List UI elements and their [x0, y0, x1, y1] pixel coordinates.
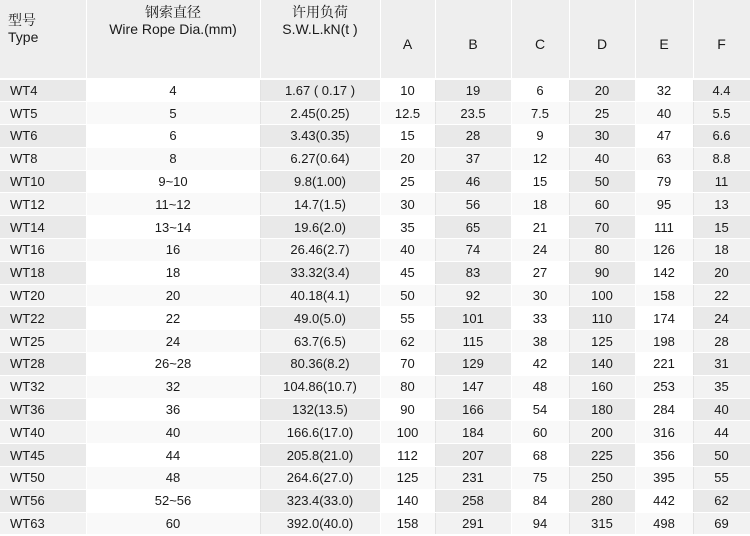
table-row — [0, 79, 750, 102]
cell-a: 90 — [380, 398, 435, 421]
cell-swl: 26.46(2.7) — [260, 239, 380, 262]
cell-type: WT56 — [0, 489, 86, 512]
cell-swl: 104.86(10.7) — [260, 375, 380, 398]
cell-wire-rope-dia: 4 — [86, 79, 260, 102]
cell-d: 180 — [569, 398, 635, 421]
cell-a: 62 — [380, 330, 435, 353]
cell-b: 207 — [435, 444, 511, 467]
cell-e: 32 — [635, 79, 693, 102]
cell-b: 28 — [435, 125, 511, 148]
cell-swl: 6.27(0.64) — [260, 147, 380, 170]
cell-a: 30 — [380, 193, 435, 216]
cell-b: 166 — [435, 398, 511, 421]
cell-d: 315 — [569, 512, 635, 535]
header-e: E — [635, 0, 693, 79]
cell-b: 83 — [435, 261, 511, 284]
cell-f: 20 — [693, 261, 750, 284]
cell-c: 27 — [511, 261, 569, 284]
cell-wire-rope-dia: 48 — [86, 467, 260, 490]
cell-c: 24 — [511, 239, 569, 262]
cell-swl: 3.43(0.35) — [260, 125, 380, 148]
cell-swl: 80.36(8.2) — [260, 353, 380, 376]
cell-a: 70 — [380, 353, 435, 376]
cell-swl: 33.32(3.4) — [260, 261, 380, 284]
cell-a: 45 — [380, 261, 435, 284]
table-row — [0, 353, 750, 376]
cell-b: 37 — [435, 147, 511, 170]
table-row — [0, 170, 750, 193]
table-row — [0, 421, 750, 444]
cell-d: 40 — [569, 147, 635, 170]
header-type-cn: 型号 — [8, 12, 36, 28]
cell-type: WT32 — [0, 375, 86, 398]
table-row — [0, 284, 750, 307]
cell-type: WT18 — [0, 261, 86, 284]
cell-type: WT10 — [0, 170, 86, 193]
cell-e: 174 — [635, 307, 693, 330]
cell-f: 4.4 — [693, 79, 750, 102]
cell-wire-rope-dia: 32 — [86, 375, 260, 398]
cell-f: 40 — [693, 398, 750, 421]
cell-d: 125 — [569, 330, 635, 353]
cell-wire-rope-dia: 9~10 — [86, 170, 260, 193]
table-row — [0, 467, 750, 490]
table-row — [0, 398, 750, 421]
cell-c: 75 — [511, 467, 569, 490]
cell-e: 95 — [635, 193, 693, 216]
cell-type: WT50 — [0, 467, 86, 490]
header-swl-cn: 许用负荷 — [292, 4, 348, 20]
cell-a: 55 — [380, 307, 435, 330]
header-wire-rope-dia — [86, 0, 260, 79]
cell-wire-rope-dia: 16 — [86, 239, 260, 262]
cell-c: 48 — [511, 375, 569, 398]
cell-swl: 264.6(27.0) — [260, 467, 380, 490]
cell-d: 250 — [569, 467, 635, 490]
cell-type: WT5 — [0, 102, 86, 125]
cell-a: 25 — [380, 170, 435, 193]
cell-wire-rope-dia: 24 — [86, 330, 260, 353]
cell-e: 221 — [635, 353, 693, 376]
cell-wire-rope-dia: 11~12 — [86, 193, 260, 216]
cell-b: 291 — [435, 512, 511, 535]
cell-f: 6.6 — [693, 125, 750, 148]
cell-c: 30 — [511, 284, 569, 307]
header-a: A — [380, 0, 435, 79]
cell-type: WT45 — [0, 444, 86, 467]
cell-f: 28 — [693, 330, 750, 353]
cell-swl: 40.18(4.1) — [260, 284, 380, 307]
cell-f: 22 — [693, 284, 750, 307]
cell-wire-rope-dia: 60 — [86, 512, 260, 535]
cell-type: WT4 — [0, 79, 86, 102]
cell-swl: 392.0(40.0) — [260, 512, 380, 535]
cell-d: 70 — [569, 216, 635, 239]
cell-c: 21 — [511, 216, 569, 239]
cell-d: 60 — [569, 193, 635, 216]
cell-type: WT20 — [0, 284, 86, 307]
cell-b: 101 — [435, 307, 511, 330]
cell-type: WT16 — [0, 239, 86, 262]
header-dia-en: Wire Rope Dia.(mm) — [109, 21, 237, 37]
table-row — [0, 193, 750, 216]
cell-a: 100 — [380, 421, 435, 444]
cell-type: WT25 — [0, 330, 86, 353]
cell-e: 498 — [635, 512, 693, 535]
cell-b: 184 — [435, 421, 511, 444]
cell-a: 50 — [380, 284, 435, 307]
cell-f: 11 — [693, 170, 750, 193]
cell-d: 20 — [569, 79, 635, 102]
table-header — [0, 0, 750, 79]
cell-f: 62 — [693, 489, 750, 512]
cell-d: 160 — [569, 375, 635, 398]
table-row — [0, 489, 750, 512]
cell-b: 19 — [435, 79, 511, 102]
cell-b: 129 — [435, 353, 511, 376]
table-body — [0, 79, 750, 535]
cell-type: WT40 — [0, 421, 86, 444]
cell-d: 30 — [569, 125, 635, 148]
cell-a: 112 — [380, 444, 435, 467]
cell-wire-rope-dia: 8 — [86, 147, 260, 170]
cell-type: WT6 — [0, 125, 86, 148]
cell-c: 6 — [511, 79, 569, 102]
cell-f: 31 — [693, 353, 750, 376]
cell-wire-rope-dia: 13~14 — [86, 216, 260, 239]
cell-d: 100 — [569, 284, 635, 307]
cell-e: 40 — [635, 102, 693, 125]
cell-wire-rope-dia: 5 — [86, 102, 260, 125]
cell-c: 9 — [511, 125, 569, 148]
cell-type: WT36 — [0, 398, 86, 421]
table-row — [0, 307, 750, 330]
cell-c: 94 — [511, 512, 569, 535]
cell-f: 18 — [693, 239, 750, 262]
cell-type: WT8 — [0, 147, 86, 170]
cell-f: 24 — [693, 307, 750, 330]
cell-e: 442 — [635, 489, 693, 512]
cell-c: 18 — [511, 193, 569, 216]
cell-c: 54 — [511, 398, 569, 421]
table-row — [0, 239, 750, 262]
cell-b: 92 — [435, 284, 511, 307]
cell-a: 20 — [380, 147, 435, 170]
cell-swl: 1.67 ( 0.17 ) — [260, 79, 380, 102]
cell-type: WT14 — [0, 216, 86, 239]
cell-b: 56 — [435, 193, 511, 216]
cell-f: 55 — [693, 467, 750, 490]
cell-a: 158 — [380, 512, 435, 535]
cell-a: 80 — [380, 375, 435, 398]
cell-f: 50 — [693, 444, 750, 467]
cell-d: 280 — [569, 489, 635, 512]
cell-d: 140 — [569, 353, 635, 376]
cell-c: 42 — [511, 353, 569, 376]
cell-wire-rope-dia: 22 — [86, 307, 260, 330]
table-row — [0, 330, 750, 353]
cell-f: 13 — [693, 193, 750, 216]
cell-a: 125 — [380, 467, 435, 490]
cell-d: 25 — [569, 102, 635, 125]
cell-type: WT12 — [0, 193, 86, 216]
cell-e: 284 — [635, 398, 693, 421]
table-row — [0, 125, 750, 148]
table-row — [0, 375, 750, 398]
table-row — [0, 261, 750, 284]
header-type-en: Type — [8, 29, 39, 45]
cell-swl: 205.8(21.0) — [260, 444, 380, 467]
cell-e: 158 — [635, 284, 693, 307]
cell-c: 12 — [511, 147, 569, 170]
table-row — [0, 444, 750, 467]
cell-a: 35 — [380, 216, 435, 239]
cell-b: 258 — [435, 489, 511, 512]
cell-swl: 9.8(1.00) — [260, 170, 380, 193]
cell-swl: 166.6(17.0) — [260, 421, 380, 444]
cell-e: 79 — [635, 170, 693, 193]
cell-f: 35 — [693, 375, 750, 398]
cell-d: 50 — [569, 170, 635, 193]
cell-b: 147 — [435, 375, 511, 398]
table-row — [0, 102, 750, 125]
cell-swl: 49.0(5.0) — [260, 307, 380, 330]
header-dia-cn: 钢索直径 — [145, 4, 201, 20]
cell-e: 356 — [635, 444, 693, 467]
cell-c: 68 — [511, 444, 569, 467]
cell-e: 126 — [635, 239, 693, 262]
cell-type: WT22 — [0, 307, 86, 330]
cell-e: 316 — [635, 421, 693, 444]
table-row — [0, 147, 750, 170]
cell-d: 110 — [569, 307, 635, 330]
header-c: C — [511, 0, 569, 79]
table-row — [0, 512, 750, 535]
cell-e: 47 — [635, 125, 693, 148]
cell-f: 8.8 — [693, 147, 750, 170]
cell-b: 23.5 — [435, 102, 511, 125]
cell-a: 15 — [380, 125, 435, 148]
cell-e: 63 — [635, 147, 693, 170]
cell-d: 80 — [569, 239, 635, 262]
cell-d: 90 — [569, 261, 635, 284]
cell-b: 115 — [435, 330, 511, 353]
header-swl-en: S.W.L.kN(t ) — [282, 21, 358, 37]
header-swl — [260, 0, 380, 79]
cell-f: 44 — [693, 421, 750, 444]
cell-swl: 14.7(1.5) — [260, 193, 380, 216]
table-row — [0, 216, 750, 239]
cell-e: 142 — [635, 261, 693, 284]
cell-type: WT63 — [0, 512, 86, 535]
cell-type: WT28 — [0, 353, 86, 376]
cell-a: 10 — [380, 79, 435, 102]
cell-wire-rope-dia: 36 — [86, 398, 260, 421]
cell-swl: 63.7(6.5) — [260, 330, 380, 353]
cell-wire-rope-dia: 6 — [86, 125, 260, 148]
cell-f: 69 — [693, 512, 750, 535]
cell-f: 5.5 — [693, 102, 750, 125]
cell-b: 231 — [435, 467, 511, 490]
cell-c: 7.5 — [511, 102, 569, 125]
cell-b: 46 — [435, 170, 511, 193]
cell-a: 140 — [380, 489, 435, 512]
cell-c: 60 — [511, 421, 569, 444]
cell-e: 198 — [635, 330, 693, 353]
cell-wire-rope-dia: 26~28 — [86, 353, 260, 376]
cell-wire-rope-dia: 18 — [86, 261, 260, 284]
cell-b: 74 — [435, 239, 511, 262]
cell-wire-rope-dia: 44 — [86, 444, 260, 467]
cell-wire-rope-dia: 20 — [86, 284, 260, 307]
cell-a: 12.5 — [380, 102, 435, 125]
cell-c: 33 — [511, 307, 569, 330]
cell-e: 111 — [635, 216, 693, 239]
cell-swl: 19.6(2.0) — [260, 216, 380, 239]
cell-swl: 2.45(0.25) — [260, 102, 380, 125]
cell-a: 40 — [380, 239, 435, 262]
header-b: B — [435, 0, 511, 79]
header-type — [0, 0, 86, 79]
cell-c: 84 — [511, 489, 569, 512]
cell-e: 253 — [635, 375, 693, 398]
header-f: F — [693, 0, 750, 79]
cell-wire-rope-dia: 40 — [86, 421, 260, 444]
cell-d: 200 — [569, 421, 635, 444]
cell-d: 225 — [569, 444, 635, 467]
cell-c: 38 — [511, 330, 569, 353]
cell-e: 395 — [635, 467, 693, 490]
cell-swl: 323.4(33.0) — [260, 489, 380, 512]
cell-c: 15 — [511, 170, 569, 193]
cell-swl: 132(13.5) — [260, 398, 380, 421]
cell-f: 15 — [693, 216, 750, 239]
cell-b: 65 — [435, 216, 511, 239]
header-d: D — [569, 0, 635, 79]
cell-wire-rope-dia: 52~56 — [86, 489, 260, 512]
